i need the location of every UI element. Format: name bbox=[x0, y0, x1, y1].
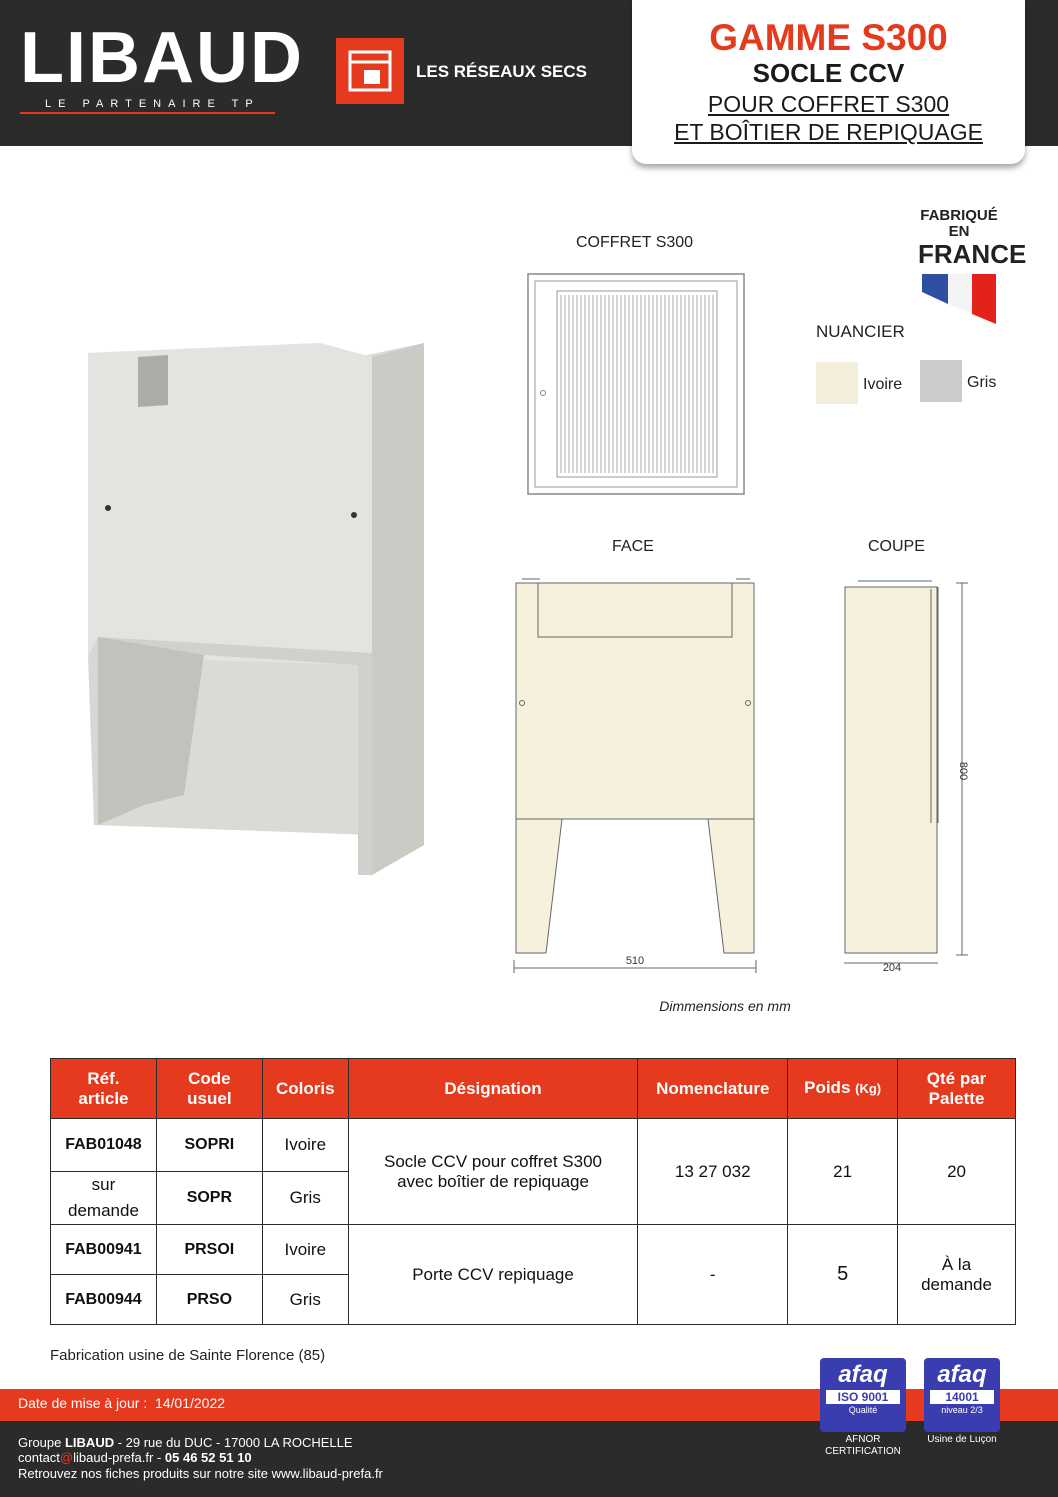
table-row bbox=[51, 1119, 1016, 1172]
address-text: - 29 rue du DUC - 17000 LA ROCHELLE bbox=[114, 1435, 353, 1450]
title-box bbox=[632, 0, 1025, 164]
face-drawing bbox=[510, 575, 760, 975]
product-title: SOCLE CCV bbox=[752, 58, 905, 88]
designation-line2: avec boîtier de repiquage bbox=[397, 1171, 589, 1191]
email-domain[interactable]: libaud-prefa.fr bbox=[73, 1450, 154, 1465]
header-code-line2: usuel bbox=[187, 1088, 232, 1108]
ref-line2: demande bbox=[68, 1201, 139, 1220]
product-subtitle-1: POUR COFFRET S300 bbox=[707, 91, 950, 117]
table-header-row bbox=[51, 1059, 1016, 1119]
header-poids bbox=[788, 1059, 898, 1119]
brand-name: LIBAUD bbox=[20, 18, 304, 98]
logo-underline bbox=[20, 112, 275, 114]
company-prefix: Groupe bbox=[18, 1435, 65, 1450]
code-cell: PRSO bbox=[156, 1275, 262, 1325]
header-ref-line2: article bbox=[78, 1088, 129, 1108]
header-code bbox=[156, 1059, 262, 1119]
ref-cell: FAB00944 bbox=[51, 1275, 157, 1325]
email-user[interactable]: contact bbox=[18, 1450, 60, 1465]
update-date bbox=[18, 1395, 225, 1411]
designation-cell bbox=[348, 1119, 638, 1225]
product-render bbox=[84, 335, 434, 880]
qte-cell: 20 bbox=[898, 1119, 1016, 1225]
afaq-iso9001-badge bbox=[820, 1358, 906, 1458]
header-poids-unit: (Kg) bbox=[855, 1081, 882, 1096]
france-label: FRANCE bbox=[918, 239, 1027, 269]
dimensions-note: Dimmensions en mm bbox=[659, 998, 791, 1014]
afaq-14001-badge bbox=[924, 1358, 1000, 1446]
code-cell: PRSOI bbox=[156, 1225, 262, 1275]
french-flag-icon bbox=[918, 270, 1000, 326]
product-table bbox=[50, 1058, 1016, 1325]
designation-line1: Socle CCV pour coffret S300 bbox=[384, 1151, 602, 1171]
ref-cell: FAB00941 bbox=[51, 1225, 157, 1275]
company-address bbox=[18, 1435, 353, 1451]
coffret-label: COFFRET S300 bbox=[576, 234, 694, 251]
phone-separator: - bbox=[153, 1450, 165, 1465]
made-in-label: FABRIQUÉ EN bbox=[920, 207, 998, 240]
update-date-value: 14/01/2022 bbox=[154, 1395, 226, 1411]
coloris-cell: Gris bbox=[262, 1275, 348, 1325]
coloris-cell: Ivoire bbox=[262, 1119, 348, 1172]
header-code-line1: Code bbox=[188, 1068, 231, 1088]
phone-number: 05 46 52 51 10 bbox=[164, 1450, 252, 1465]
ref-cell: FAB01048 bbox=[51, 1119, 157, 1172]
company-name: LIBAUD bbox=[64, 1435, 115, 1450]
ref-cell bbox=[51, 1172, 157, 1225]
category-label: LES RÉSEAUX SECS bbox=[416, 62, 587, 81]
made-in-france-badge bbox=[918, 207, 1027, 326]
depth-dimension: 204 bbox=[882, 962, 902, 974]
qte-line1: À la bbox=[941, 1254, 972, 1274]
header-coloris: Coloris bbox=[262, 1059, 348, 1119]
header-qte bbox=[898, 1059, 1016, 1119]
cert-name: afaq bbox=[937, 1361, 987, 1388]
product-subtitle-2: ET BOÎTIER DE REPIQUAGE bbox=[674, 119, 983, 145]
designation-cell: Porte CCV repiquage bbox=[348, 1225, 638, 1325]
height-dimension: 800 bbox=[957, 761, 969, 781]
coupe-drawing bbox=[838, 575, 978, 975]
ivoire-swatch-label: Ivoire bbox=[863, 376, 903, 393]
header-ref bbox=[51, 1059, 157, 1119]
coupe-label: COUPE bbox=[868, 538, 925, 555]
cert-name: afaq bbox=[838, 1361, 888, 1388]
header-designation: Désignation bbox=[348, 1059, 638, 1119]
table-row bbox=[51, 1225, 1016, 1275]
header-poids-label: Poids bbox=[804, 1078, 851, 1097]
cabinet-icon bbox=[336, 38, 404, 104]
nuancier-title: NUANCIER bbox=[816, 322, 905, 341]
header-ref-line1: Réf. bbox=[87, 1068, 120, 1088]
header-qte-line1: Qté par bbox=[926, 1068, 987, 1088]
contact-line bbox=[18, 1450, 252, 1466]
nomenclature-cell: - bbox=[638, 1225, 788, 1325]
poids-cell: 5 bbox=[788, 1225, 898, 1325]
email-at: @ bbox=[59, 1450, 74, 1465]
qte-line2: demande bbox=[921, 1274, 992, 1294]
cert-standard: ISO 9001 bbox=[826, 1390, 900, 1404]
width-dimension: 510 bbox=[625, 955, 645, 967]
cert-sub: niveau 2/3 bbox=[941, 1405, 983, 1415]
update-date-label: Date de mise à jour : bbox=[18, 1395, 148, 1411]
coloris-cell: Ivoire bbox=[262, 1225, 348, 1275]
cert-sub: Qualité bbox=[848, 1405, 878, 1415]
libaud-logo bbox=[20, 18, 304, 118]
website-line[interactable]: Retrouvez nos fiches produits sur notre site www.libaud-prefa.fr bbox=[18, 1466, 383, 1481]
coloris-cell: Gris bbox=[262, 1172, 348, 1225]
cert-foot: Usine de Luçon bbox=[927, 1434, 997, 1445]
product-range-title: GAMME S300 bbox=[709, 17, 948, 58]
coffret-drawing bbox=[527, 273, 745, 495]
code-cell: SOPRI bbox=[156, 1119, 262, 1172]
face-label: FACE bbox=[612, 538, 654, 555]
ref-line1: sur bbox=[91, 1175, 116, 1194]
fabrication-note: Fabrication usine de Sainte Florence (85) bbox=[50, 1347, 326, 1364]
header-qte-line2: Palette bbox=[928, 1088, 985, 1108]
gris-swatch bbox=[920, 360, 962, 402]
nomenclature-cell: 13 27 032 bbox=[638, 1119, 788, 1225]
cert-foot: AFNOR CERTIFICATION bbox=[825, 1434, 901, 1457]
qte-cell bbox=[898, 1225, 1016, 1325]
brand-tagline: LE PARTENAIRE TP bbox=[45, 98, 260, 110]
cert-standard: 14001 bbox=[930, 1390, 994, 1404]
header-nomenclature: Nomenclature bbox=[638, 1059, 788, 1119]
ivoire-swatch bbox=[816, 362, 858, 404]
gris-swatch-label: Gris bbox=[967, 374, 997, 391]
code-cell: SOPR bbox=[156, 1172, 262, 1225]
poids-cell: 21 bbox=[788, 1119, 898, 1225]
